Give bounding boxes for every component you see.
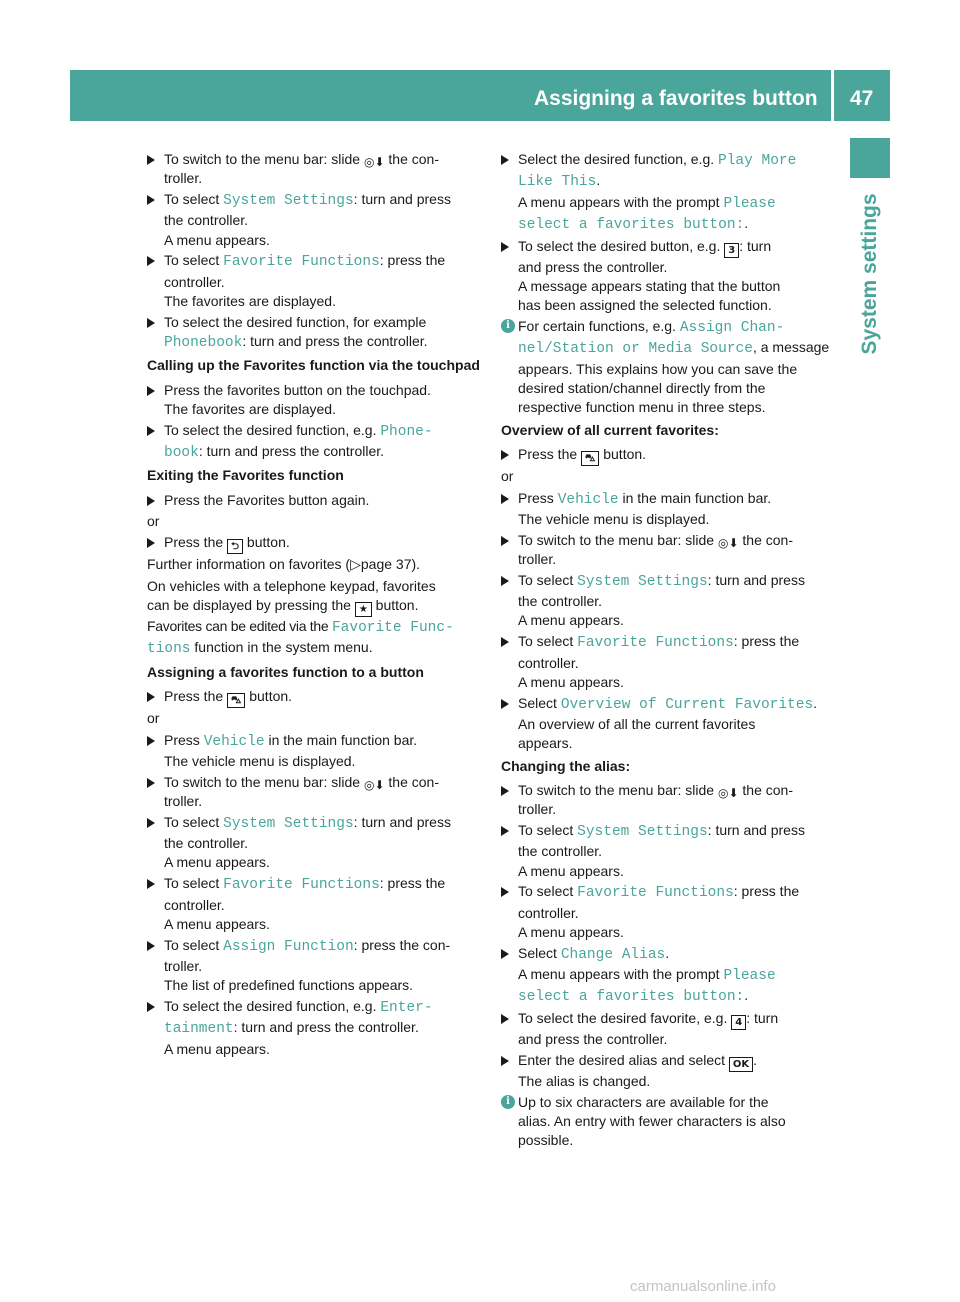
menu-item-phonebook-cont: book xyxy=(164,445,199,462)
step-arrow-icon xyxy=(147,1002,155,1012)
list-item: To switch to the menu bar: slide ◎⬇ the con- troller. xyxy=(501,531,839,570)
section-heading: Calling up the Favorites function via the touchpad xyxy=(147,357,480,374)
menu-item-play-more-cont: Like This xyxy=(518,174,597,191)
list-item: To select System Settings: turn and press the controller. A menu appears. xyxy=(501,821,839,881)
info-icon: i xyxy=(501,319,515,333)
list-item: Select Change Alias. A menu appears with the prompt Please select a favorites button:. xyxy=(501,944,839,1008)
step-arrow-icon xyxy=(147,818,155,828)
list-item: To select the desired favorite, e.g. 4 : turn and press the controller. xyxy=(501,1009,839,1049)
list-item: To switch to the menu bar: slide ◎⬇ the con- troller. xyxy=(147,150,482,189)
step-arrow-icon xyxy=(147,386,155,396)
step-arrow-icon xyxy=(147,778,155,788)
info-icon: i xyxy=(501,1095,515,1109)
or-text: or xyxy=(501,468,514,485)
step-arrow-icon xyxy=(501,786,509,796)
right-column xyxy=(501,150,839,1153)
info-note: i For certain functions, e.g. Assign Chan‑ nel/Station or Media Source, a message appears. This explains how you can save the desired station/channel directly from the respective function menu in three steps. xyxy=(501,317,839,417)
favorites-star-icon: ★ xyxy=(355,602,372,617)
section-heading: Exiting the Favorites function xyxy=(147,467,344,484)
page-ref-icon: ▷ xyxy=(350,556,361,573)
step-arrow-icon xyxy=(147,155,155,165)
or-text: or xyxy=(147,512,160,529)
step-arrow-icon xyxy=(501,155,509,165)
list-item: To switch to the menu bar: slide ◎⬇ the con- troller. xyxy=(501,781,839,820)
step-arrow-icon xyxy=(147,496,155,506)
menu-item-overview: Overview of Current Favorites xyxy=(560,696,814,713)
menu-item-entertainment-cont: tainment xyxy=(164,1021,234,1038)
menu-item-system-settings: System Settings xyxy=(223,815,354,832)
menu-item-assign-channel: Assign Chan‑ xyxy=(679,320,785,337)
step-arrow-icon xyxy=(147,426,155,436)
header-divider xyxy=(831,70,834,121)
menu-item-favorite-functions: Favorite Functions xyxy=(577,635,734,652)
menu-item-system-settings: System Settings xyxy=(577,573,708,590)
list-item: Select the desired function, e.g. Play More Like This. A menu appears with the prompt Please select a favorites button:. xyxy=(501,150,839,235)
section-heading: Overview of all current favorites: xyxy=(501,421,719,438)
list-item: To select the desired function, e.g. Enter‑ tainment: turn and press the controller. A menu appears. xyxy=(147,997,482,1059)
step-arrow-icon xyxy=(147,538,155,548)
list-item: To select Favorite Functions: press the controller. The favorites are displayed. xyxy=(147,251,482,311)
prompt-text-cont: select a favorites button: xyxy=(518,216,745,233)
section-label: System settings xyxy=(858,193,881,355)
car-icon: ⛍ xyxy=(227,693,245,708)
back-icon: ⮌ xyxy=(227,539,243,554)
list-item: To select the desired function, for example Phonebook: turn and press the controller. xyxy=(147,313,482,354)
menu-item-favorite-functions: Favorite Functions xyxy=(223,254,380,271)
list-item: Select Overview of Current Favorites. An overview of all the current favorites appears. xyxy=(501,694,839,754)
list-item: To select Favorite Functions: press the controller. A menu appears. xyxy=(501,882,839,942)
section-heading: Assigning a favorites function to a button xyxy=(147,663,424,680)
step-arrow-icon xyxy=(501,536,509,546)
list-item: To select System Settings: turn and press the controller. A menu appears. xyxy=(147,813,482,873)
step-arrow-icon xyxy=(147,879,155,889)
step-arrow-icon xyxy=(501,1056,509,1066)
step-arrow-icon xyxy=(147,318,155,328)
list-item: To select Favorite Functions: press the controller. A menu appears. xyxy=(147,874,482,934)
step-arrow-icon xyxy=(501,450,509,460)
list-item: To select System Settings: turn and press the controller. A menu appears. xyxy=(147,190,482,250)
slide-down-icon: ◎⬇ xyxy=(364,777,385,792)
menu-item-system-settings: System Settings xyxy=(223,193,354,210)
step-arrow-icon xyxy=(147,941,155,951)
key-4-icon: 4 xyxy=(731,1015,746,1030)
menu-item-change-alias: Change Alias xyxy=(560,946,666,963)
prompt-text: Please xyxy=(723,195,776,212)
list-item: To select the desired button, e.g. 3 : turn and press the controller. A message appears stating that the button has been assigned the selected function. xyxy=(501,237,839,316)
menu-item-favorite-functions: Favorite Functions xyxy=(577,885,734,902)
step-arrow-icon xyxy=(501,576,509,586)
page-number: 47 xyxy=(850,87,874,110)
list-item: Press Vehicle in the main function bar. The vehicle menu is displayed. xyxy=(501,489,839,530)
slide-down-icon: ◎⬇ xyxy=(718,535,739,550)
step-arrow-icon xyxy=(501,826,509,836)
list-item: Press the ⛍ button. xyxy=(147,687,482,708)
menu-item-vehicle: Vehicle xyxy=(203,733,265,750)
slide-down-icon: ◎⬇ xyxy=(718,785,739,800)
list-item: Press Vehicle in the main function bar. The vehicle menu is displayed. xyxy=(147,731,482,772)
step-arrow-icon xyxy=(501,1014,509,1024)
list-item: Press the ⮌ button. xyxy=(147,533,482,554)
step-arrow-icon xyxy=(501,887,509,897)
list-item: To switch to the menu bar: slide ◎⬇ the con- troller. xyxy=(147,773,482,812)
step-arrow-icon xyxy=(147,736,155,746)
menu-item-phonebook: Phone‑ xyxy=(380,423,433,440)
menu-item-system-settings: System Settings xyxy=(577,823,708,840)
menu-item-play-more: Play More xyxy=(718,153,797,169)
ok-icon: OK xyxy=(729,1057,753,1072)
menu-item-phonebook: Phonebook xyxy=(164,335,243,352)
list-item: Press the ⛍ button. xyxy=(501,445,839,466)
step-arrow-icon xyxy=(501,699,509,709)
info-note: i Up to six characters are available for the alias. An entry with fewer characters is also possible. xyxy=(501,1093,839,1151)
section-marker xyxy=(850,138,890,178)
list-item: To select System Settings: turn and press the controller. A menu appears. xyxy=(501,571,839,631)
slide-down-icon: ◎⬇ xyxy=(364,155,385,169)
menu-item-assign-function: Assign Function xyxy=(223,938,354,955)
menu-item-vehicle: Vehicle xyxy=(557,491,619,508)
watermark: carmanualsonline.info xyxy=(630,1278,776,1295)
step-arrow-icon xyxy=(501,242,509,252)
menu-item-entertainment: Enter‑ xyxy=(380,999,433,1016)
menu-item-favorite-functions-cont: tions xyxy=(147,641,191,658)
key-3-icon: 3 xyxy=(724,243,739,258)
menu-item-favorite-functions: Favorite Functions xyxy=(223,877,380,894)
menu-item-favorite-functions: Favorite Func‑ xyxy=(331,619,454,636)
step-arrow-icon xyxy=(501,637,509,647)
car-icon: ⛍ xyxy=(581,451,599,466)
step-arrow-icon xyxy=(147,256,155,266)
step-arrow-icon xyxy=(501,494,509,504)
list-item: To select Favorite Functions: press the controller. A menu appears. xyxy=(501,632,839,692)
prompt-text: Please xyxy=(723,967,776,984)
list-item: Press the Favorites button again. xyxy=(147,491,482,510)
step-arrow-icon xyxy=(501,949,509,959)
or-text: or xyxy=(147,710,160,727)
list-item: Enter the desired alias and select OK . The alias is changed. xyxy=(501,1051,839,1091)
page-title: Assigning a favorites button xyxy=(534,87,818,110)
prompt-text-cont: select a favorites button: xyxy=(518,989,745,1006)
paragraph: Further information on favorites (▷page 37). xyxy=(147,556,421,573)
list-item: To select the desired function, e.g. Phone‑ book: turn and press the controller. xyxy=(147,421,482,464)
step-arrow-icon xyxy=(147,692,155,702)
step-arrow-icon xyxy=(147,195,155,205)
list-item: Press the favorites button on the touchpad. The favorites are displayed. xyxy=(147,381,482,420)
list-item: To select Assign Function: press the con- troller. The list of predefined functions appears. xyxy=(147,936,482,996)
menu-item-assign-channel-cont: nel/Station or Media Source xyxy=(518,341,753,358)
paragraph: On vehicles with a telephone keypad, favorites can be displayed by pressing the ★ button. Favorites can be edited via the Favorite Func‑ tions function in the system menu. xyxy=(147,577,454,658)
left-column xyxy=(147,150,482,1060)
section-heading: Changing the alias: xyxy=(501,757,631,774)
